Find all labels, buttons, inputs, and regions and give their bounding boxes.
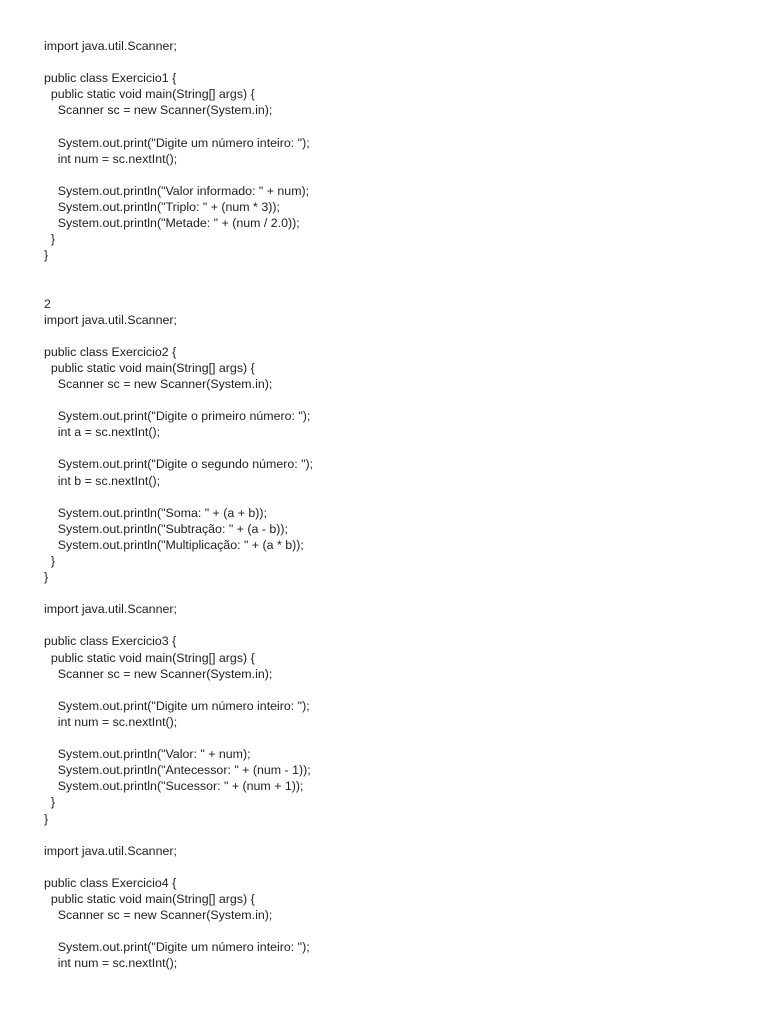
blank-line: [44, 682, 744, 698]
blank-line: [44, 118, 744, 134]
blank-line: [44, 328, 744, 344]
code-line: System.out.println("Triplo: " + (num * 3));: [44, 199, 280, 214]
code-line: public static void main(String[] args) {: [44, 360, 255, 375]
code-line: Scanner sc = new Scanner(System.in);: [44, 376, 273, 391]
code-line: }: [44, 248, 49, 263]
blank-line: [44, 263, 744, 279]
code-line: import java.util.Scanner;: [44, 39, 177, 53]
code-line: int num = sc.nextInt();: [44, 956, 178, 971]
code-line: import java.util.Scanner;: [44, 312, 177, 327]
blank-line: [44, 585, 744, 601]
code-line: public class Exercicio3 {: [44, 634, 177, 649]
code-line: Scanner sc = new Scanner(System.in);: [44, 666, 273, 681]
code-line: public class Exercicio2 {: [44, 344, 177, 359]
code-line: Scanner sc = new Scanner(System.in);: [44, 103, 273, 118]
code-line: public static void main(String[] args) {: [44, 650, 255, 665]
code-line: System.out.println("Multiplicação: " + (a * b));: [44, 537, 304, 552]
code-line: System.out.println("Subtração: " + (a - b));: [44, 521, 288, 536]
code-line: 2: [44, 296, 51, 311]
code-line: }: [44, 811, 49, 826]
blank-line: [44, 489, 744, 505]
code-line: int num = sc.nextInt();: [44, 151, 178, 166]
code-line: System.out.print("Digite o primeiro número: ");: [44, 409, 311, 424]
blank-line: [44, 730, 744, 746]
document-page: [44, 38, 744, 971]
code-line: System.out.print("Digite um número inteiro: ");: [44, 698, 310, 713]
code-line: public class Exercicio4 {: [44, 875, 177, 890]
code-line: }: [44, 570, 49, 585]
blank-line: [44, 617, 744, 633]
code-line: System.out.println("Valor: " + num);: [44, 747, 251, 762]
code-line: System.out.print("Digite o segundo número: ");: [44, 457, 314, 472]
code-line: import java.util.Scanner;: [44, 602, 177, 617]
code-line: public static void main(String[] args) {: [44, 87, 255, 102]
blank-line: [44, 392, 744, 408]
code-line: System.out.println("Valor informado: " + num);: [44, 183, 310, 198]
blank-line: [44, 923, 744, 939]
code-line: System.out.println("Metade: " + (num / 2.0));: [44, 216, 300, 231]
code-line: }: [44, 795, 56, 810]
blank-line: [44, 279, 744, 295]
blank-line: [44, 440, 744, 456]
blank-line: [44, 54, 744, 70]
code-line: }: [44, 554, 56, 568]
code-line: public class Exercicio1 {: [44, 71, 177, 86]
code-line: System.out.println("Antecessor: " + (num - 1));: [44, 763, 311, 778]
code-line: System.out.println("Soma: " + (a + b));: [44, 505, 267, 520]
code-line: int a = sc.nextInt();: [44, 425, 161, 440]
code-line: System.out.println("Sucessor: " + (num + 1));: [44, 779, 304, 794]
code-line: }: [44, 232, 56, 247]
code-listing: [44, 38, 744, 971]
blank-line: [44, 859, 744, 875]
code-line: System.out.print("Digite um número inteiro: ");: [44, 135, 310, 150]
code-line: import java.util.Scanner;: [44, 843, 177, 858]
code-line: public static void main(String[] args) {: [44, 891, 255, 906]
blank-line: [44, 827, 744, 843]
code-line: Scanner sc = new Scanner(System.in);: [44, 908, 273, 923]
code-line: System.out.print("Digite um número inteiro: ");: [44, 940, 310, 955]
code-line: int num = sc.nextInt();: [44, 714, 178, 729]
blank-line: [44, 167, 744, 183]
code-line: int b = sc.nextInt();: [44, 473, 161, 488]
